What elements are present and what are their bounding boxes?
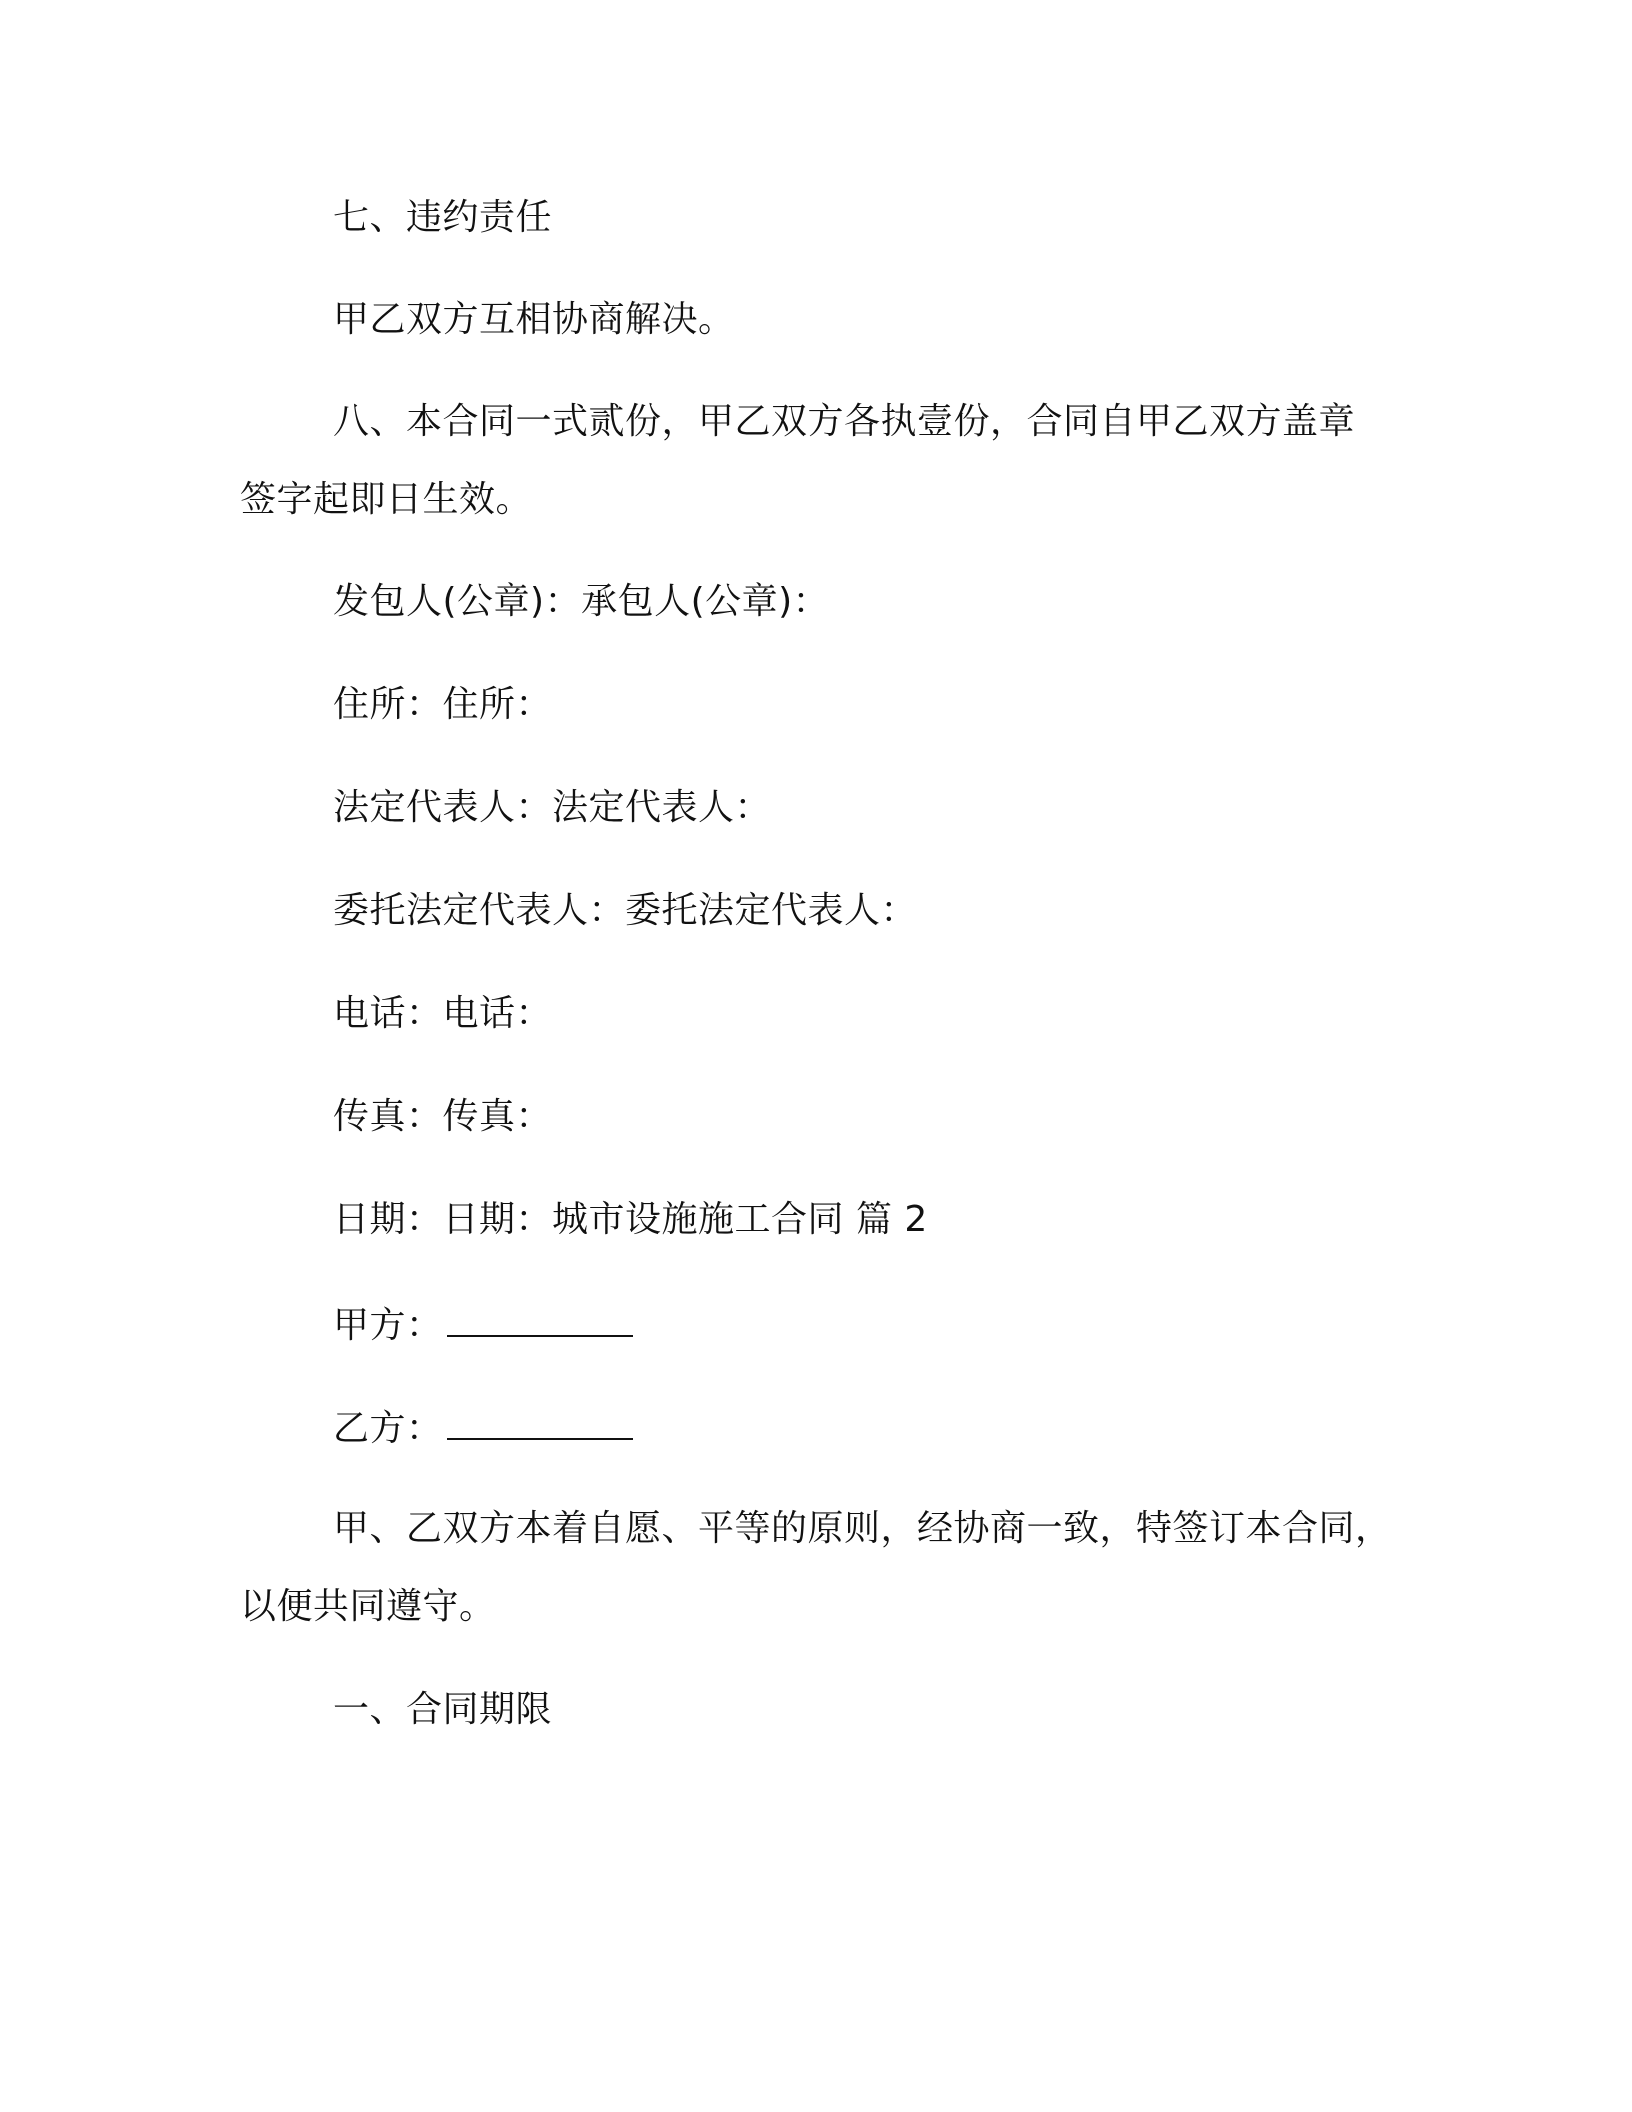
preamble-line-2: 以便共同遵守。	[240, 1586, 496, 1627]
party-b-blank	[447, 1404, 633, 1440]
party-a-line	[333, 1301, 633, 1348]
signature-date-and-title: 日期：日期：城市设施施工合同 篇 2	[333, 1199, 928, 1240]
signature-fax: 传真：传真：	[333, 1096, 553, 1137]
section-heading-7: 七、违约责任	[333, 197, 553, 238]
paragraph-8-line-1: 八、本合同一式贰份，甲乙双方各执壹份，合同自甲乙双方盖章	[333, 401, 1356, 442]
signature-address: 住所：住所：	[333, 684, 553, 725]
signature-legal-representative: 法定代表人：法定代表人：	[333, 787, 772, 828]
party-b-label: 乙方：	[333, 1408, 443, 1449]
signature-authorized-agent: 委托法定代表人：委托法定代表人：	[333, 890, 918, 931]
section-heading-1: 一、合同期限	[333, 1689, 553, 1730]
preamble-line-1: 甲、乙双方本着自愿、平等的原则，经协商一致，特签订本合同，	[333, 1508, 1392, 1549]
paragraph-7-body: 甲乙双方互相协商解决。	[333, 299, 735, 340]
paragraph-8-line-2: 签字起即日生效。	[240, 479, 533, 520]
party-a-blank	[447, 1301, 633, 1337]
signature-parties: 发包人(公章)：承包人(公章)：	[333, 581, 830, 622]
party-b-line	[333, 1404, 633, 1451]
party-a-label: 甲方：	[333, 1305, 443, 1346]
signature-phone: 电话：电话：	[333, 993, 553, 1034]
